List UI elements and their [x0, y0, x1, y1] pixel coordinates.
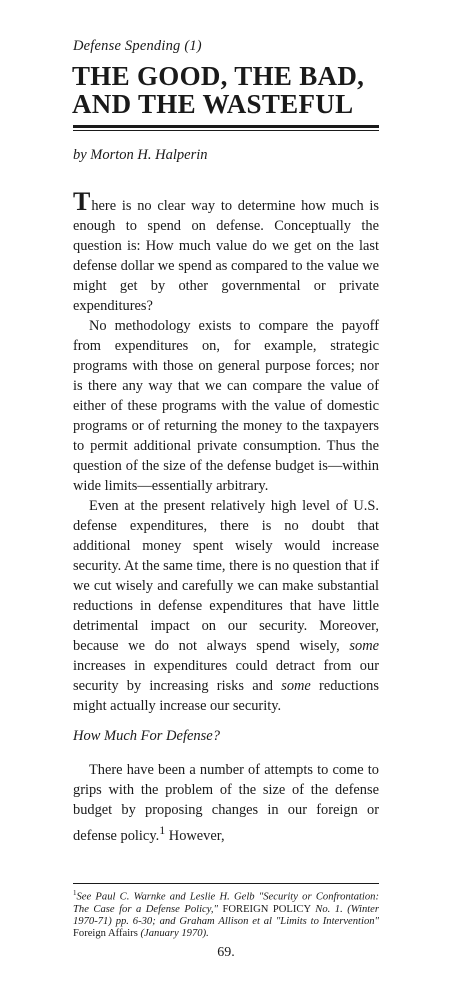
drop-cap: T	[73, 187, 91, 216]
article-title: THE GOOD, THE BAD, AND THE WASTEFUL	[72, 61, 365, 119]
title-rule-thick	[73, 125, 379, 128]
footnote-reference: 1	[159, 823, 166, 837]
emphasis-some: some	[349, 638, 379, 654]
section-subhead: How Much For Defense?	[73, 728, 220, 744]
article-body	[73, 187, 379, 846]
title-rule-thin	[73, 130, 379, 131]
footnote-text-a: See Paul C. Warnke and Leslie H. Gelb "Security or Confrontation: The Case for a Defense Policy,"	[73, 891, 379, 915]
footnote-journal-2: Foreign Affairs	[73, 927, 138, 939]
footnote-marker: 1	[73, 889, 77, 897]
author-byline: by Morton H. Halperin	[73, 147, 208, 163]
footnote-text-c: (January 1970).	[140, 927, 209, 939]
paragraph-1	[73, 187, 379, 316]
paragraph-3-text-b: increases in expenditures could detract from our security by increasing risks and	[73, 658, 379, 694]
emphasis-some: some	[281, 678, 311, 694]
paragraph-3	[73, 496, 379, 716]
footnote-text-b: No. 1. (Winter 1970-71) pp. 6-30; and Graham Allison et al "Limits to Intervention"	[73, 903, 380, 927]
paragraph-1-text: here is no clear way to determine how much is enough to spend on defense. Conceptually the question is: How much value do we get on the last defense dollar we spend as compared to the value we might get by other governmental or private expenditures?	[73, 198, 379, 314]
paragraph-2: No methodology exists to compare the payoff from expenditures on, for example, strategic programs with those on general purpose forces; nor is there any way that we can compare the value of either of these programs with the value of domestic programs or of returning the money to the taxpayers to permit additional private consumption. Thus the question of the size of the defense budget is—within wide limits—essentially arbitrary.	[73, 318, 379, 494]
paragraph-4	[73, 760, 379, 846]
footnote	[73, 887, 379, 940]
page-number: 69.	[217, 945, 235, 960]
footnote-journal-1: FOREIGN POLICY	[222, 903, 311, 915]
paragraph-3-text-c: reductions might actually increase our security.	[73, 678, 379, 714]
footnote-divider	[73, 883, 379, 884]
paragraph-3-text-a: Even at the present relatively high level of U.S. defense expenditures, there is no doubt that additional money spent wisely would increase security. At the same time, there is no question that if we cut wisely and carefully we can make substantial reductions in defense expenditures that have little detrimental impact on our security. Moreover, because we do not always spend wisely,	[73, 498, 379, 654]
paragraph-4-text-a: There have been a number of attempts to come to grips with the problem of the size of the defense budget by proposing changes in our foreign or defense policy.	[73, 762, 379, 844]
series-kicker: Defense Spending (1)	[73, 38, 202, 54]
paragraph-4-text-b: However,	[168, 827, 225, 844]
